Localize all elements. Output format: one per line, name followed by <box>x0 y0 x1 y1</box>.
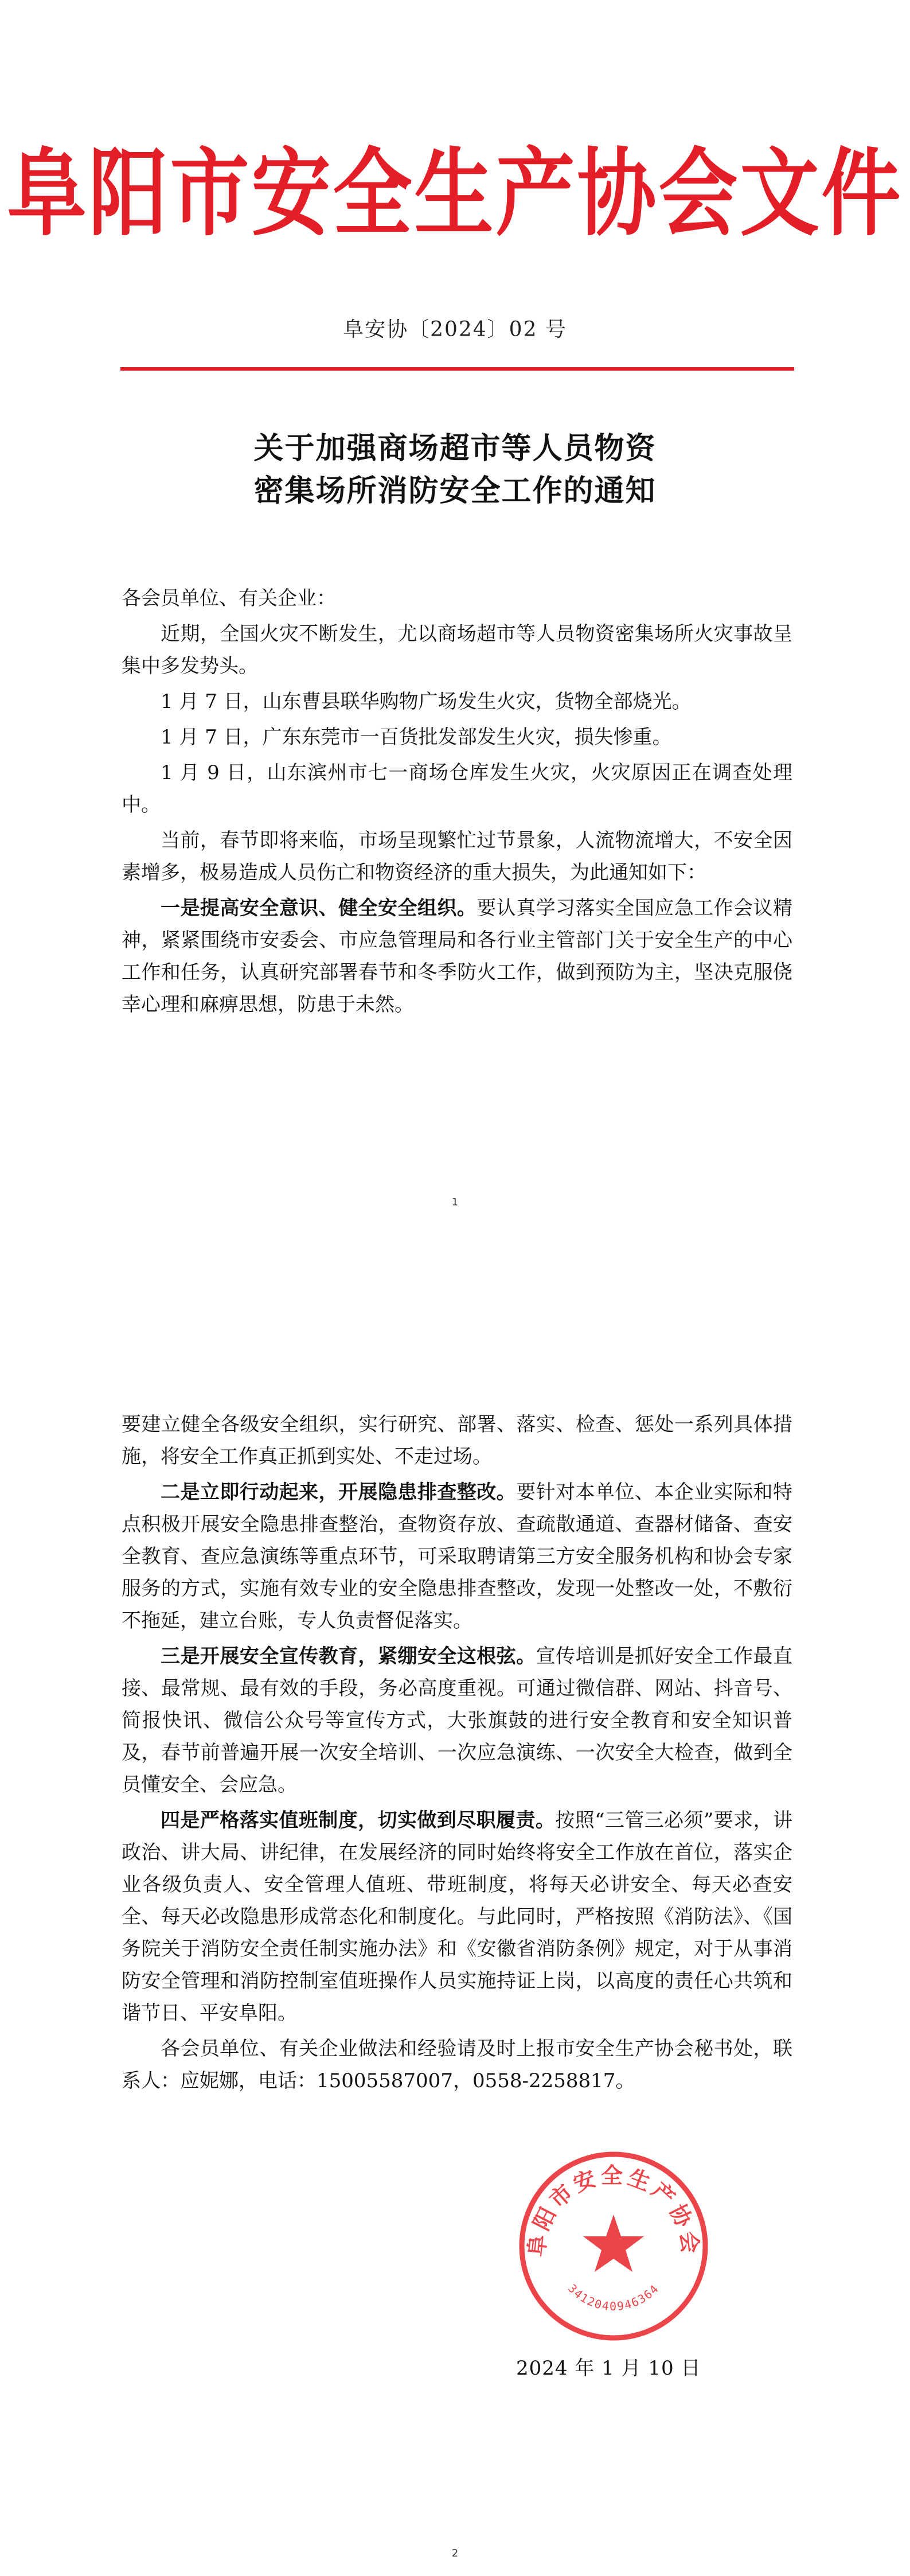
page-number-2: 2 <box>451 2547 459 2559</box>
page1-body <box>122 582 792 1024</box>
page-number-1: 1 <box>451 1196 459 1208</box>
paragraph-point-3 <box>122 1640 792 1801</box>
issue-date: 2024 年 1 月 10 日 <box>516 2357 701 2380</box>
point-1-text: 要认真学习落实全国应急工作会议精神，紧紧围绕市安委会、市应急管理局和各行业主管部门关于安全生产的中心工作和任务，认真研究部署春节和冬季防火工作，做到预防为主，坚决克服侥幸心理和麻痹思想，防患于未然。 <box>122 897 793 1016</box>
point-2-text: 要针对本单位、本企业实际和特点积极开展安全隐患排查整治，查物资存放、查疏散通道、查器材储备、查安全教育、查应急演练等重点环节，可采取聘请第三方安全服务机构和协会专家服务的方式，实施有效专业的安全隐患排查整改，发现一处整改一处，不敷衍不拖延，建立台账，专人负责督促落实。 <box>122 1481 793 1632</box>
paragraph-point-2 <box>122 1476 792 1637</box>
paragraph-point-4 <box>122 1804 792 2029</box>
paragraph-incident-1: 1 月 7 日，山东曹县联华购物广场发生火灾，货物全部烧光。 <box>161 690 692 713</box>
document-number: 阜安协〔2024〕02 号 <box>343 318 567 341</box>
point-4-heading: 四是严格落实值班制度，切实做到尽职履责。 <box>161 1809 556 1832</box>
seal-text: 阜阳市安全生产协会 <box>523 2162 704 2258</box>
point-4-text: 按照“三管三必须”要求，讲政治、讲大局、讲纪律，在发展经济的同时始终将安全工作放在首位，落实企业各级负责人、安全管理人值班、带班制度，将每天必讲安全、每天必查安全、每天必改隐患形成常态化和制度化。与此同时，严格按照《消防法》、《国务院关于消防安全责任制实施办法》和《安徽省消防条例》规定，对于从事消防安全管理和消防控制室值班操作人员实施持证上岗，以高度的责任心共筑和谐节日、平安阜阳。 <box>122 1809 793 2025</box>
point-3-heading: 三是开展安全宣传教育，紧绷安全这根弦。 <box>161 1645 536 1668</box>
salutation: 各会员单位、有关企业： <box>122 587 336 610</box>
paragraph-contact: 各会员单位、有关企业做法和经验请及时上报市安全生产协会秘书处，联系人：应妮娜，电话：15005587007，0558-2258817。 <box>122 2037 792 2092</box>
page2-body <box>122 1408 792 2100</box>
org-header-title: 阜阳市安全生产协会文件 <box>7 137 903 250</box>
seal-code: 3412040946364 <box>565 2281 662 2313</box>
notice-title-line-2: 密集场所消防安全工作的通知 <box>253 473 657 508</box>
point-1-heading: 一是提高安全意识、健全安全组织。 <box>161 897 477 920</box>
paragraph-point-1 <box>122 892 792 1021</box>
official-seal-icon <box>513 2146 714 2347</box>
point-3-text: 宣传培训是抓好安全工作最直接、最常规、最有效的手段，务必高度重视。可通过微信群、网站、抖音号、简报快讯、微信公众号等宣传方式，大张旗鼓的进行安全教育和安全知识普及，春节前普遍开展一次安全培训、一次应急演练、一次安全大检查，做到全员懂安全、会应急。 <box>122 1645 793 1796</box>
red-divider-line <box>120 367 794 371</box>
svg-text:3412040946364 <box>565 2282 662 2313</box>
notice-title-line-1: 关于加强商场超市等人员物资 <box>253 431 657 466</box>
paragraph-incident-3: 1 月 9 日，山东滨州市七一商场仓库发生火灾，火灾原因正在调查处理中。 <box>122 761 792 816</box>
point-2-heading: 二是立即行动起来，开展隐患排查整改。 <box>161 1481 517 1504</box>
paragraph-incident-2: 1 月 7 日，广东东莞市一百货批发部发生火灾，损失惨重。 <box>161 726 672 749</box>
paragraph-intro: 近期，全国火灾不断发生，尤以商场超市等人员物资密集场所火灾事故呈集中多发势头。 <box>122 622 792 678</box>
notice-title <box>0 427 910 512</box>
paragraph-point-1-continued: 要建立健全各级安全组织，实行研究、部署、落实、检查、惩处一系列具体措施，将安全工作真正抓到实处、不走过场。 <box>122 1413 792 1468</box>
paragraph-context: 当前，春节即将来临，市场呈现繁忙过节景象，人流物流增大，不安全因素增多，极易造成人员伤亡和物资经济的重大损失，为此通知如下： <box>122 829 792 884</box>
